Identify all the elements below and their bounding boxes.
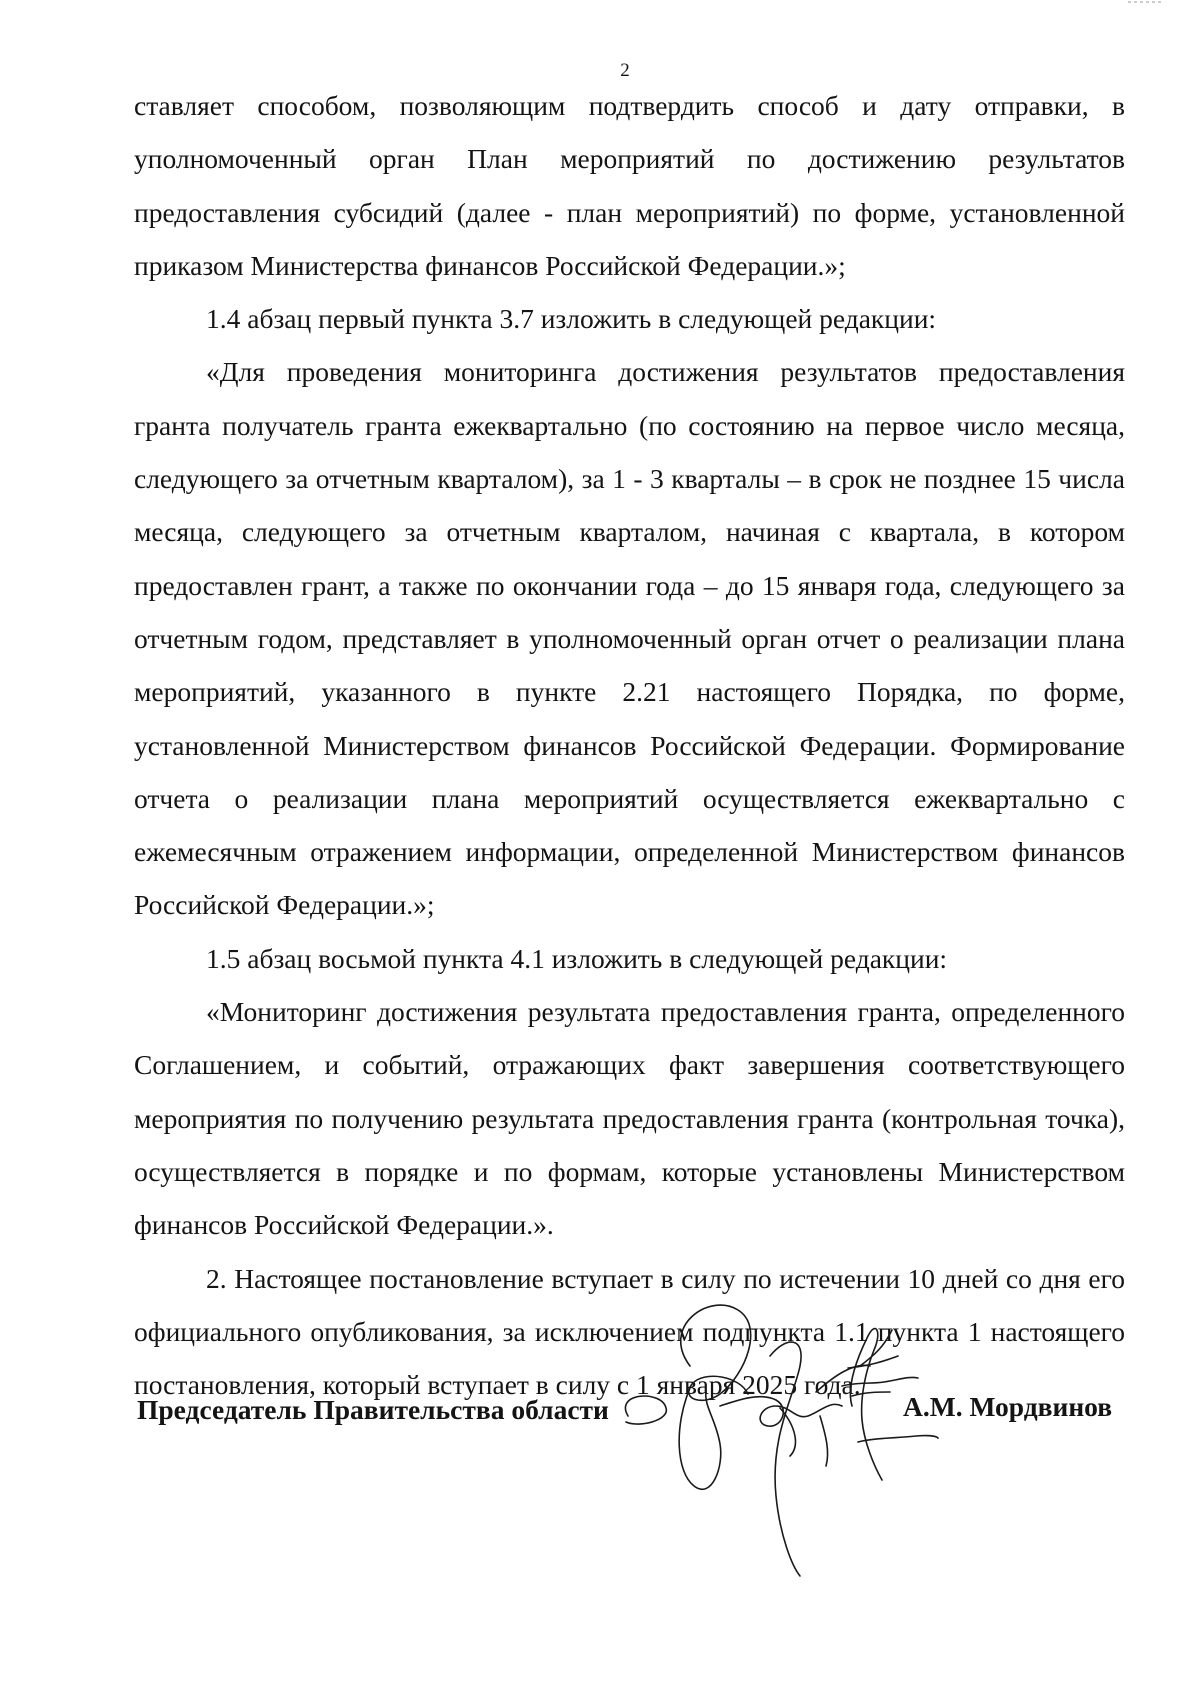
scan-edge-mark	[1126, 0, 1166, 6]
document-body	[134, 79, 1125, 1411]
paragraph-1-4-text: «Для проведения мониторинга достижения результатов предоставления гранта получатель гранта ежеквартально (по состоянию на первое число месяца, следующего за отчетным кварталом), за 1 - 3 кварталы – в срок не позднее 15 числа месяца, следующего за отчетным кварталом, начиная с квартала, в котором предоставлен грант, а также по окончании года – до 15 января года, следующего за отчетным годом, представляет в уполномоченный орган отчет о реализации плана мероприятий, указанного в пункте 2.21 настоящего Порядка, по форме, установленной Министерством финансов Российской Федерации. Формирование отчета о реализации плана мероприятий осуществляется ежеквартально с ежемесячным отражением информации, определенной Министерством финансов Российской Федерации.»;	[134, 356, 1125, 921]
signature-block	[0, 1378, 1200, 1438]
page-number: 2	[620, 60, 630, 81]
paragraph-1-5-heading: 1.5 абзац восьмой пункта 4.1 изложить в следующей редакции:	[206, 942, 948, 974]
paragraph-2-effective-date: 2. Настоящее постановление вступает в силу по истечении 10 дней со дня его официального опубликования, за исключением подпункта 1.1 пункта 1 настоящего постановления, который вступает в силу с 1 января 2025 года.	[134, 1262, 1125, 1401]
signer-title: Председатель Правительства области	[137, 1394, 609, 1425]
paragraph-1-5-text: «Мониторинг достижения результата предоставления гранта, определенного Соглашением, и событий, отражающих факт завершения соответствующего мероприятия по получению результата предоставления гранта (контрольная точка), осуществляется в порядке и по формам, которые установлены Министерством финансов Российской Федерации.».	[134, 996, 1125, 1241]
paragraph-1-4-heading: 1.4 абзац первый пункта 3.7 изложить в следующей редакции:	[206, 303, 937, 335]
signer-name: А.М. Мордвинов	[903, 1391, 1113, 1422]
handwritten-signature	[620, 1296, 940, 1586]
paragraph-continuation: ставляет способом, позволяющим подтвердить способ и дату отправки, в уполномоченный орган План мероприятий по достижению результатов предоставления субсидий (далее - план мероприятий) по форме, установленной приказом Министерства финансов Российской Федерации.»;	[134, 90, 1125, 281]
